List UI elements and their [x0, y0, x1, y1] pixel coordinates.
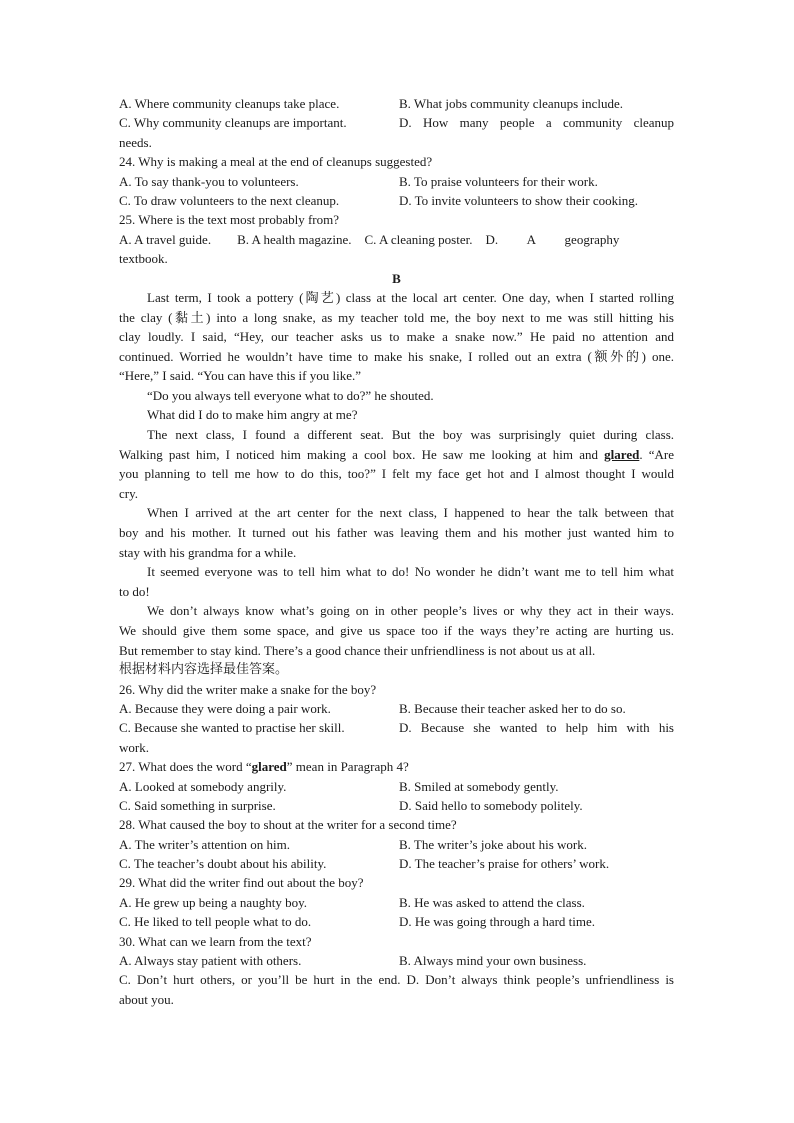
passage-paragraph-6 [119, 562, 674, 601]
q29-option-d[interactable]: D. He was going through a hard time. [399, 914, 596, 930]
passage-line: But remember to stay kind. There’s a good chance their unfriendliness is not about us at all. [119, 642, 596, 658]
q28-row-cd [119, 854, 674, 873]
keyword-glared: glared [604, 446, 640, 462]
q30-row-ab [119, 951, 674, 970]
passage-line: “Do you always tell everyone what to do?” he shouted. [147, 387, 434, 403]
q24-option-c[interactable]: C. To draw volunteers to the next cleanup. [119, 192, 340, 208]
q30-option-b[interactable]: B. Always mind your own business. [399, 953, 587, 969]
passage-line: Last term, I took a pottery (陶艺) class at the local art center. One day, when I started rolling [147, 289, 674, 305]
q23-option-b[interactable]: B. What jobs community cleanups include. [399, 96, 623, 111]
q30-stem: 30. What can we learn from the text? [119, 933, 312, 949]
q26-row-ab [119, 699, 674, 718]
q26-stem: 26. Why did the writer make a snake for the boy? [119, 681, 377, 697]
q29-stem: 29. What did the writer find out about the boy? [119, 875, 364, 891]
instruction: 根据材料内容选择最佳答案。 [119, 662, 289, 678]
passage-paragraph-5 [119, 503, 674, 562]
passage-line: When I arrived at the art center for the next class, I happened to hear the talk between that [147, 505, 674, 521]
q26-option-c[interactable]: C. Because she wanted to practise her skill. [119, 720, 345, 736]
q24-row-ab [119, 172, 674, 191]
q27-option-d[interactable]: D. Said hello to somebody politely. [399, 797, 583, 813]
q27-option-c[interactable]: C. Said something in surprise. [119, 797, 276, 813]
q28-stem: 28. What caused the boy to shout at the writer for a second time? [119, 817, 457, 833]
passage-line: We should give them some space, and give us space too if the ways they’re acting are hurting us. [119, 623, 674, 638]
passage-line: stay with his grandma for a while. [119, 544, 297, 560]
q26-option-d[interactable]: D. Because she wanted to help him with his [399, 720, 674, 736]
passage-line: you planning to tell me how to do this, too?” I felt my face get hot and I almost thought I would [119, 466, 674, 482]
q25-options-continued: textbook. [119, 251, 168, 267]
q28-option-a[interactable]: A. The writer’s attention on him. [119, 836, 291, 852]
q27-row-cd [119, 796, 674, 815]
q25-stem: 25. Where is the text most probably from? [119, 212, 339, 228]
q30-option-d-continued: about you. [119, 991, 174, 1007]
passage-paragraph-4 [119, 425, 674, 503]
q26-option-b[interactable]: B. Because their teacher asked her to do so. [399, 700, 626, 716]
q29-option-a[interactable]: A. He grew up being a naughty boy. [119, 894, 307, 910]
passage-line: the clay (黏土) into a long snake, as my teacher told me, the boy next to me was still hitting his [119, 309, 674, 325]
q23-option-d-continued: needs. [119, 134, 152, 150]
q26-row-cd [119, 718, 674, 737]
q23-option-d[interactable]: D. How many people a community cleanup [399, 115, 674, 131]
q29-option-c[interactable]: C. He liked to tell people what to do. [119, 914, 312, 930]
q27-option-a[interactable]: A. Looked at somebody angrily. [119, 778, 287, 794]
q25-options[interactable]: A. A travel guide. B. A health magazine. C. A cleaning poster. D. A geography [119, 231, 620, 247]
passage-line: cry. [119, 485, 139, 501]
q29-row-cd [119, 912, 674, 931]
passage-line: continued. Worried he wouldn’t have time to make his snake, I rolled out an extra (额外的) one. [119, 348, 674, 364]
passage-line: to do! [119, 583, 150, 599]
q23-option-c[interactable]: C. Why community cleanups are important. [119, 115, 347, 131]
q28-option-b[interactable]: B. The writer’s joke about his work. [399, 836, 587, 852]
passage-line-with-keyword [119, 445, 674, 465]
passage-line: We don’t always know what’s going on in other people’s lives or why they act in their ways. [147, 603, 674, 619]
passage-line: boy and his mother. It turned out his father was leaving them and his mother just wanted him to [119, 525, 674, 541]
q24-option-d[interactable]: D. To invite volunteers to show their cooking. [399, 192, 638, 208]
q27-stem-text: ” mean in Paragraph 4? [286, 759, 409, 775]
passage-line: What did I do to make him angry at me? [147, 407, 358, 423]
exam-page [119, 94, 674, 1009]
passage-line: The next class, I found a different seat. But the boy was surprisingly quiet during class. [147, 427, 674, 443]
q27-keyword: glared [251, 759, 287, 775]
passage-text: . “Are [639, 446, 674, 462]
section-title: B [392, 270, 401, 286]
q28-option-d[interactable]: D. The teacher’s praise for others’ work. [399, 856, 610, 872]
q26-option-d-continued: work. [119, 739, 149, 755]
q30-option-cd[interactable]: C. Don’t hurt others, or you’ll be hurt in the end. D. Don’t always think people’s unfriendliness is [119, 972, 674, 988]
passage-paragraph-1 [119, 288, 674, 386]
q24-option-a[interactable]: A. To say thank-you to volunteers. [119, 173, 299, 189]
passage-paragraph-2 [119, 386, 674, 406]
passage-text: Walking past him, I noticed him making a cool box. He saw me looking at him and [119, 446, 598, 462]
q27-stem [119, 757, 674, 776]
q30-option-a[interactable]: A. Always stay patient with others. [119, 953, 302, 969]
q26-option-a[interactable]: A. Because they were doing a pair work. [119, 700, 331, 716]
passage-line: It seemed everyone was to tell him what to do! No wonder he didn’t want me to tell him what [147, 564, 674, 580]
q23-row-cd [119, 113, 674, 132]
q29-option-b[interactable]: B. He was asked to attend the class. [399, 894, 585, 910]
q28-row-ab [119, 835, 674, 854]
q24-stem: 24. Why is making a meal at the end of cleanups suggested? [119, 154, 433, 170]
passage-line: clay loudly. I said, “Hey, our teacher asks us to make a snake now.” He paid no attention and [119, 329, 674, 345]
q24-row-cd [119, 191, 674, 210]
q24-option-b[interactable]: B. To praise volunteers for their work. [399, 173, 598, 189]
q27-option-b[interactable]: B. Smiled at somebody gently. [399, 778, 559, 794]
q27-stem-text: 27. What does the word “ [119, 759, 252, 775]
passage-paragraph-3 [119, 405, 674, 425]
q27-row-ab [119, 777, 674, 796]
q28-option-c[interactable]: C. The teacher’s doubt about his ability. [119, 856, 327, 872]
q29-row-ab [119, 893, 674, 912]
q23-row-ab [119, 94, 674, 113]
passage-line: “Here,” I said. “You can have this if you like.” [119, 368, 361, 384]
passage-paragraph-7 [119, 601, 674, 660]
q23-option-a[interactable]: A. Where community cleanups take place. [119, 96, 340, 111]
